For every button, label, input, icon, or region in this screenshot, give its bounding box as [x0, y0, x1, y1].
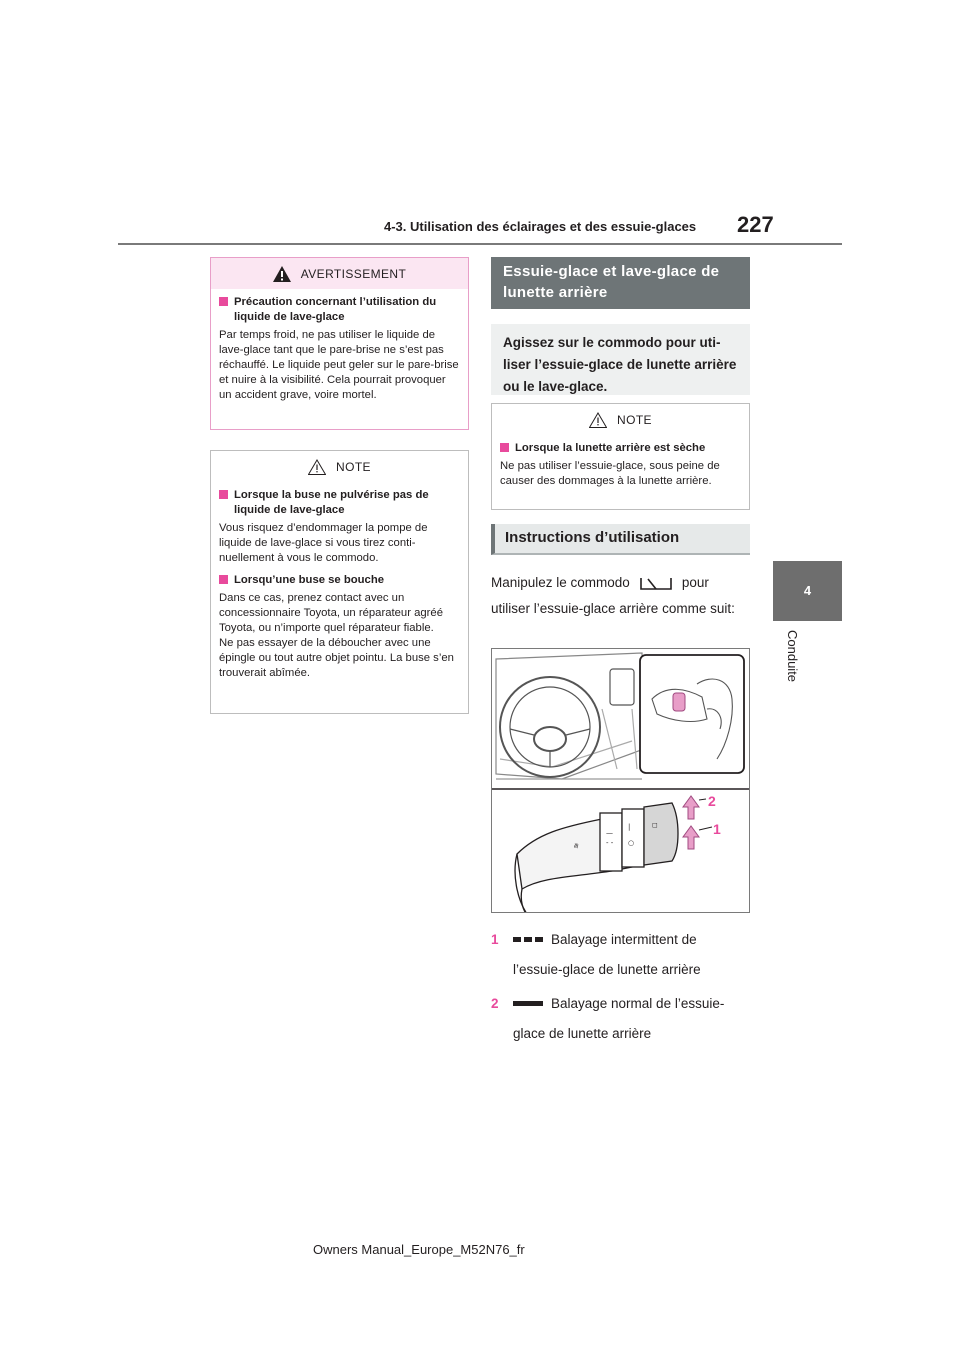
- note-right-item-text: Ne pas utiliser l’essuie-glace, sous peine de causer des dommages à la lunette arrière.: [500, 460, 720, 487]
- warning-header: [211, 258, 468, 289]
- note-item2-text-b: Ne pas essayer de la déboucher avec une épingle ou tout autre objet pointu. La buse s’en trouverait abîmée.: [219, 637, 454, 679]
- note-right-item-title: Lorsque la lunette arrière est sèche: [515, 442, 706, 454]
- chapter-tab: 4: [773, 561, 842, 621]
- callout-2: 2: [708, 793, 716, 809]
- note-title-right: NOTE: [617, 412, 652, 427]
- caution-icon: [589, 412, 607, 428]
- warning-subtitle: Précaution concernant l’utilisation du liquide de lave-glace: [234, 296, 437, 323]
- figure-illustration: [492, 649, 750, 913]
- item-text-line1: Balayage normal de l’essuie-: [551, 996, 725, 1011]
- note-item1-text: Vous risquez d’endommager la pompe de liquide de lave-glace si vous tirez conti-nuellement à vous le commodo.: [219, 522, 428, 564]
- note-header-left: [211, 451, 468, 482]
- intro-before: Manipulez le commodo: [491, 575, 630, 590]
- header-title: 4-3. Utilisation des éclairages et des essuie-glaces: [384, 219, 697, 234]
- item-number: 1: [491, 932, 499, 947]
- warning-text: Par temps froid, ne pas utiliser le liquide de lave-glace tant que le pare-brise ne s’est pas réchauffé. Le liquide peut geler sur le pare-brise et nuire à la visibilité. Cela pourrait provoquer un accident grave, voire mortel.: [219, 329, 459, 401]
- item-number: 2: [491, 996, 499, 1011]
- bullet-icon: [219, 490, 228, 499]
- instructions-title: Instructions d’utilisation: [491, 524, 750, 555]
- note-header-right: [492, 404, 749, 435]
- note-box-right: [491, 403, 750, 510]
- normal-mark-icon: [513, 1001, 545, 1007]
- item-text-line1: Balayage intermittent de: [551, 932, 697, 947]
- intermittent-mark-icon: [513, 937, 545, 943]
- warning-title: AVERTISSEMENT: [300, 266, 407, 281]
- intro-paragraph: [491, 570, 750, 622]
- caution-icon: [308, 459, 326, 475]
- callout-1: 1: [713, 821, 721, 837]
- svg-text:◻: ◻: [652, 821, 658, 829]
- list-item: [491, 989, 761, 1049]
- svg-text:|: |: [628, 823, 631, 831]
- footer: Owners Manual_Europe_M52N76_fr: [313, 1242, 525, 1257]
- svg-text:—: —: [606, 829, 613, 837]
- note-item1-title: Lorsque la buse ne pulvérise pas de liquide de lave-glace: [234, 489, 429, 516]
- svg-text:○: ○: [628, 839, 635, 847]
- rear-wiper-figure: [491, 648, 750, 913]
- svg-text:- -: - -: [606, 839, 614, 847]
- bullet-icon: [500, 443, 509, 452]
- action-box: Agissez sur le commodo pour uti-liser l’essuie-glace de lunette arrière ou le lave-glace.: [491, 324, 750, 395]
- bullet-icon: [219, 297, 228, 306]
- section-title: Essuie-glace et lave-glace de lunette arrière: [491, 257, 750, 309]
- bullet-icon: [219, 575, 228, 584]
- header-rule: [118, 243, 842, 245]
- note-box-left: [210, 450, 469, 714]
- list-item: [491, 925, 761, 985]
- chapter-label: [784, 630, 804, 690]
- rear-wiper-icon: [638, 573, 674, 593]
- note-item2-text-a: Dans ce cas, prenez contact avec un concessionnaire Toyota, un réparateur agréé Toyota, ou n’importe quel réparateur fiable.: [219, 592, 443, 634]
- chapter-label-text: Conduite: [785, 630, 800, 683]
- intro-after: pour utiliser l’essuie-glace arrière comme suit:: [491, 575, 735, 616]
- page-number: 227: [737, 212, 774, 237]
- note-title-left: NOTE: [336, 459, 371, 474]
- item-text-line2: l’essuie-glace de lunette arrière: [513, 962, 701, 977]
- svg-text:≋: ≋: [572, 842, 581, 850]
- warning-icon: [273, 266, 291, 282]
- warning-box: [210, 257, 469, 430]
- note-item2-title: Lorsqu’une buse se bouche: [234, 574, 385, 586]
- item-text-line2: glace de lunette arrière: [513, 1026, 652, 1041]
